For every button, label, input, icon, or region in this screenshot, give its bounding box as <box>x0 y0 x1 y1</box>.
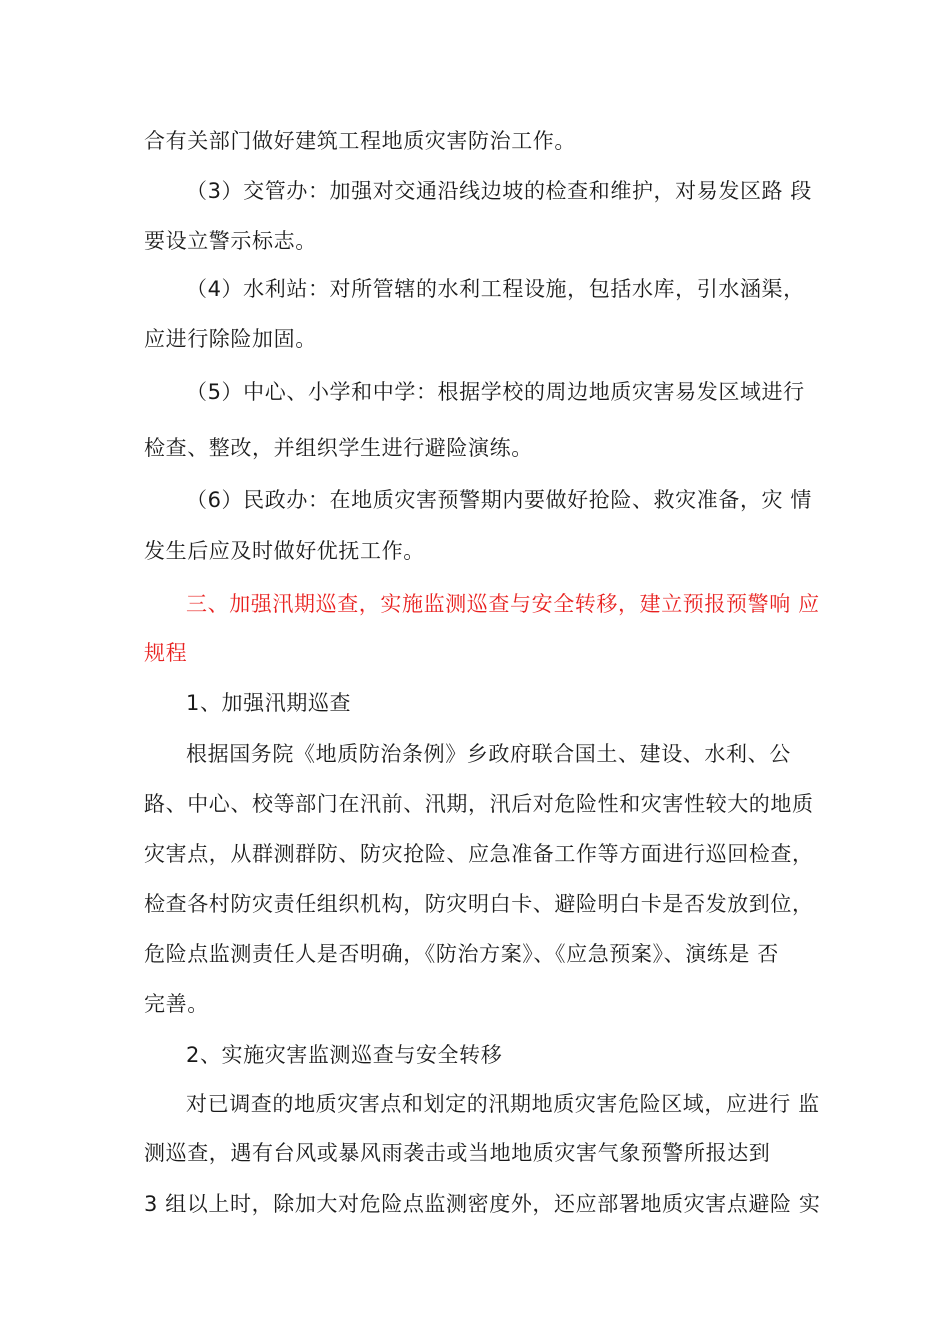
paragraph-line: （3）交管办：加强对交通沿线边坡的检查和维护，对易发区路 段 <box>186 179 813 203</box>
paragraph-line: 根据国务院《地质防治条例》乡政府联合国土、建设、水利、公 <box>186 742 791 766</box>
paragraph-line: 测巡查，遇有台风或暴风雨袭击或当地地质灾害气象预警所报达到 <box>144 1141 771 1165</box>
paragraph-line: 3 组以上时，除加大对危险点监测密度外，还应部署地质灾害点避险 实 <box>144 1192 821 1216</box>
paragraph-line: 发生后应及时做好优抚工作。 <box>144 539 425 563</box>
subsection-heading: 1、加强汛期巡查 <box>186 691 352 715</box>
paragraph-line: 灾害点，从群测群防、防灾抢险、应急准备工作等方面进行巡回检查， <box>144 842 814 866</box>
section-heading: 规程 <box>144 641 188 665</box>
subsection-heading: 2、实施灾害监测巡查与安全转移 <box>186 1043 503 1067</box>
paragraph-line: 合有关部门做好建筑工程地质灾害防治工作。 <box>144 129 576 153</box>
section-heading: 三、加强汛期巡查，实施监测巡查与安全转移，建立预报预警响 应 <box>186 592 820 616</box>
paragraph-line: （6）民政办：在地质灾害预警期内要做好抢险、救灾准备，灾 情 <box>186 488 813 512</box>
paragraph-line: 危险点监测责任人是否明确，《防治方案》、《应急预案》、演练是 否 <box>144 942 779 966</box>
paragraph-line: 对已调查的地质灾害点和划定的汛期地质灾害危险区域，应进行 监 <box>186 1092 820 1116</box>
paragraph-line: 应进行除险加固。 <box>144 327 317 351</box>
paragraph-line: （5）中心、小学和中学：根据学校的周边地质灾害易发区域进行 <box>186 380 805 404</box>
paragraph-line: 路、中心、校等部门在汛前、汛期，汛后对危险性和灾害性较大的地质 <box>144 792 814 816</box>
paragraph-line: 要设立警示标志。 <box>144 229 317 253</box>
paragraph-line: 完善。 <box>144 992 209 1016</box>
paragraph-line: （4）水利站：对所管辖的水利工程设施，包括水库，引水涵渠， <box>186 277 805 301</box>
paragraph-line: 检查各村防灾责任组织机构，防灾明白卡、避险明白卡是否发放到位， <box>144 892 814 916</box>
paragraph-line: 检查、整改，并组织学生进行避险演练。 <box>144 436 533 460</box>
